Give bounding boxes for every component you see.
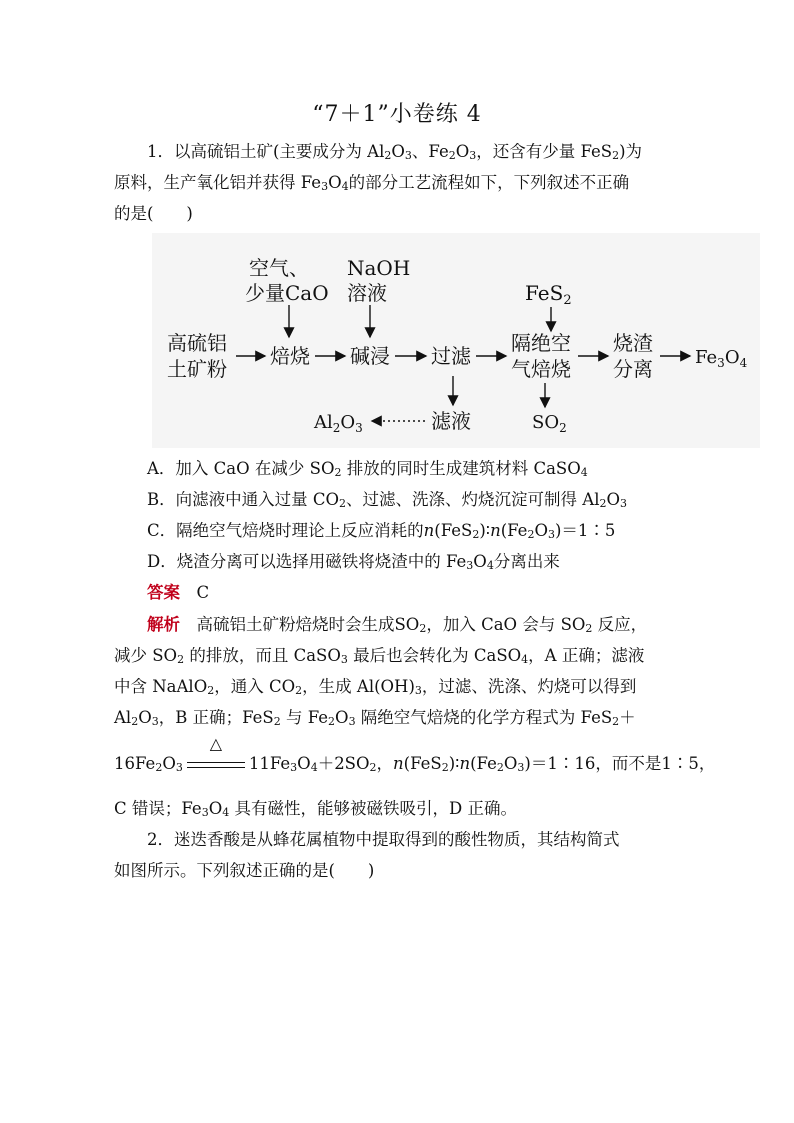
process-flow-diagram: [152, 233, 760, 448]
flow-node-slag-separation: 烧渣: [613, 331, 653, 355]
flow-output-fe3o4: $Fe_3O_4$: [695, 347, 748, 370]
flow-node-ore-2: 土矿粉: [167, 357, 227, 381]
flow-input-naoh: NaOH: [347, 256, 411, 280]
q1-option-d: D．烧渣分离可以选择用磁铁将烧渣中的 $Fe_3O_4$分离出来: [147, 552, 560, 572]
q1-analysis-line-2: 减少 $SO_2$ 的排放，而且 CaSO$_3$ 最后也会转化为 CaSO$_4$，A 正确；滤液: [114, 646, 645, 666]
flow-node-isolated-roast: 隔绝空: [511, 331, 571, 355]
flow-node-leach: 碱浸: [350, 344, 390, 368]
flow-node-filter: 过滤: [431, 344, 471, 368]
flow-node-slag-separation-2: 分离: [613, 357, 653, 381]
flow-input-fes2: FeS$_2$: [525, 281, 572, 308]
q1-answer: 答案 C: [147, 583, 210, 602]
q2-line-2: 如图所示。下列叙述正确的是( ): [114, 861, 375, 880]
flow-node-ore: 高硫铝: [167, 331, 227, 355]
q1-analysis-line-4: $Al_2O_3$，B 正确；FeS$_2$ 与 $Fe_2O_3$ 隔绝空气焙烧的化学方程式为 FeS$_2$＋: [114, 708, 636, 728]
flow-input-air: 空气、: [249, 256, 309, 280]
flow-node-roast: 焙烧: [270, 344, 310, 368]
answer-label: 答案: [147, 583, 180, 602]
q1-analysis-line-6: C 错误；$Fe_3O_4$ 具有磁性，能够被磁铁吸引，D 正确。: [114, 799, 517, 819]
flow-node-filtrate: 滤液: [431, 409, 471, 433]
analysis-label: 解析: [147, 615, 180, 634]
q1-line-3: 的是( ): [114, 204, 193, 223]
q1-option-b: B．向滤液中通入过量 $CO_2$、过滤、洗涤、灼烧沉淀可制得 $Al_2O_3$: [147, 490, 628, 510]
q2-line-1: 2．迷迭香酸是从蜂花属植物中提取得到的酸性物质，其结构简式: [147, 830, 620, 849]
flow-output-al2o3: $Al_2O_3$: [314, 412, 363, 435]
q1-line-2: 原料，生产氧化铝并获得 $Fe_3O_4$的部分工艺流程如下，下列叙述不正确: [114, 173, 630, 193]
q1-option-a: A．加入 CaO 在减少 $SO_2$ 排放的同时生成建筑材料 CaSO$_4$: [147, 459, 588, 479]
q1-option-c: C．隔绝空气焙烧时理论上反应消耗的$n(FeS_2)∶n(Fe_2O_3)=1∶5$: [147, 521, 616, 541]
q1-analysis-equation: $16Fe_2O_3$ △ $11Fe_3O_4+2SO_2$，$n(FeS_2)∶n(Fe_2O_3)=1∶16$，而不是1∶5，: [114, 733, 716, 774]
flow-input-cao: 少量CaO: [245, 281, 329, 305]
heating-equals-sign: △: [187, 754, 245, 776]
flow-output-so2: $SO_2$: [532, 412, 567, 435]
q1-analysis-line-3: 中含 NaAlO$_2$，通入 $CO_2$，生成 $Al(OH)_3$，过滤、洗涤、灼烧可以得到: [114, 677, 637, 697]
page-title: “7＋1”小卷练 4: [312, 102, 482, 127]
q1-line-1: 1．以高硫铝土矿(主要成分为 $Al_2O_3$、$Fe_2O_3$，还含有少量 FeS$_2$)为: [147, 142, 643, 162]
flow-input-solution: 溶液: [347, 281, 387, 305]
flow-node-isolated-roast-2: 气焙烧: [511, 357, 571, 381]
q1-analysis-line-1: 解析 高硫铝土矿粉焙烧时会生成$SO_2$，加入 CaO 会与 $SO_2$ 反应，: [147, 615, 648, 635]
